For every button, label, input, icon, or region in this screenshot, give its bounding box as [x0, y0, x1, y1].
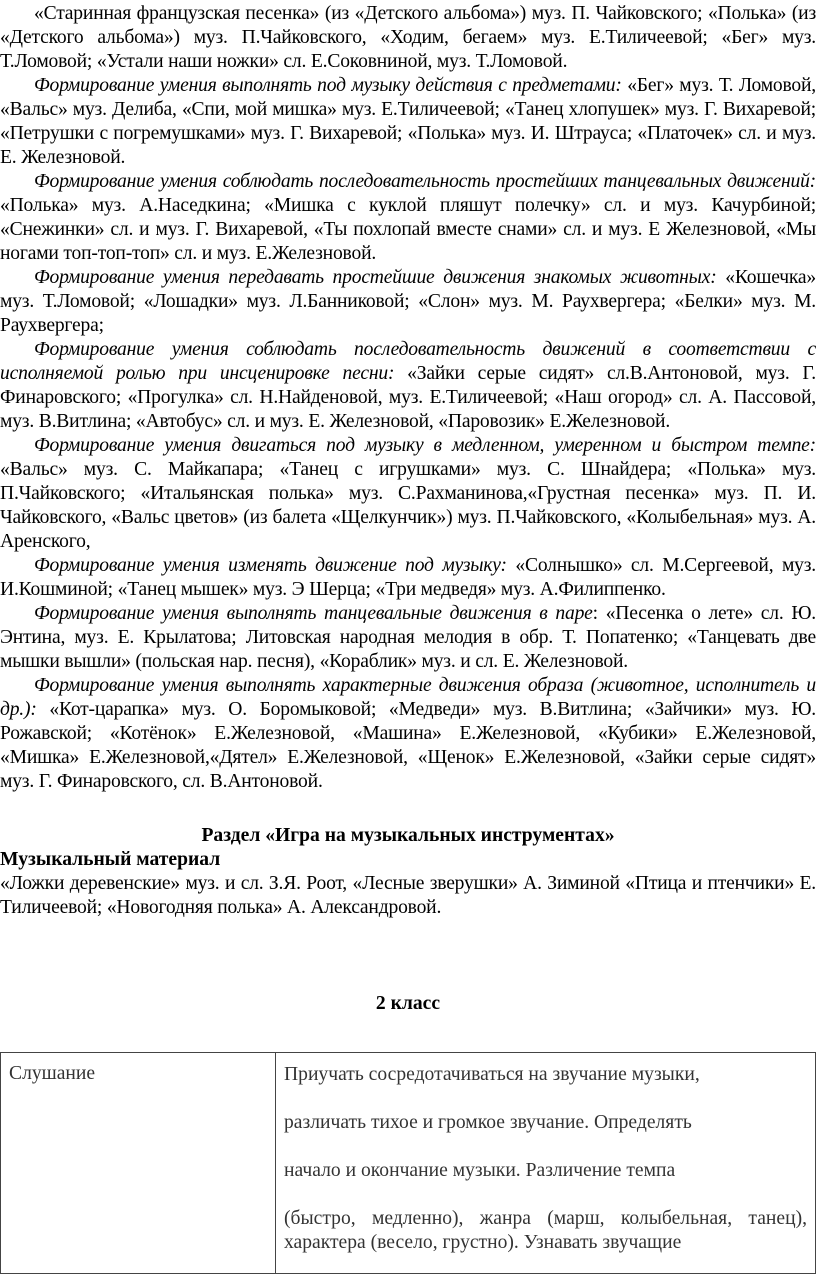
description-line: Приучать сосредотачиваться на звучание музыки, — [284, 1064, 700, 1085]
paragraph-lead: Формирование умения изменять движение под музыку: — [34, 555, 507, 576]
table-cell-description — [276, 1053, 816, 1274]
paragraph-text: : «Песенка о лете» сл. Ю. Энтина, муз. Е. Крылатова; Литовская народная мелодия в обр. Т. Попатенко; «Танцевать две мышки вышли» (польская нар. песня), «Кораблик» муз. и сл. Е. Железновой. — [0, 603, 816, 672]
paragraph-text: «Бег» муз. Т. Ломовой, «Вальс» муз. Делиба, «Спи, мой мишка» муз. Е.Тиличеевой; «Танец хлопушек» муз. Г. Вихаревой; «Петрушки с погремушками» муз. Г. Вихаревой; «Полька» муз. И. Штрауса; «Платочек» сл. и муз. Е. Железновой. — [0, 75, 816, 168]
description-line: (быстро, медленно), жанра (марш, колыбельная, танец), характера (весело, грустно). Узнавать звучащие — [284, 1208, 807, 1253]
paragraph — [0, 266, 816, 338]
description-line: начало и окончание музыки. Различение темпа — [284, 1160, 676, 1181]
paragraph-text: «Старинная французская песенка» (из «Детского альбома») муз. П. Чайковского; «Полька» (из «Детского альбома») муз. П.Чайковского, «Ходим, бегаем» муз. Е.Тиличеевой; «Бег» муз. Т.Ломовой; «Устали наши ножки» сл. Е.Соковниной, муз. Т.Ломовой. — [0, 3, 816, 72]
section-subtitle: Музыкальный материал — [0, 849, 221, 870]
paragraph — [0, 338, 816, 434]
curriculum-table — [0, 1052, 816, 1274]
paragraph-lead: Формирование умения двигаться под музыку в медленном, умеренном и быстром темпе: — [34, 435, 816, 456]
paragraph-text: «Вальс» муз. С. Майкапара; «Танец с игрушками» муз. С. Шнайдера; «Полька» муз. П.Чайковского; «Итальянская полька» муз. С.Рахманинова,«Грустная песенка» муз. П. И. Чайковского, «Вальс цветов» (из балета «Щелкунчик») муз. П.Чайковского, «Колыбельная» муз. А. Аренского, — [0, 459, 816, 552]
section-body: «Ложки деревенские» муз. и сл. З.Я. Роот, «Лесные зверушки» А. Зиминой «Птица и птенчики» Е. Тиличеевой; «Новогодняя полька» А. Александровой. — [0, 873, 816, 918]
paragraph-lead: Формирование умения передавать простейшие движения знакомых животных: — [34, 267, 717, 288]
paragraph-text: «Солнышко» сл. М.Сергеевой, муз. И.Кошминой; «Танец мышек» муз. Э Шерца; «Три медведя» муз. А.Филиппенко. — [0, 555, 816, 600]
paragraph — [0, 170, 816, 266]
paragraph — [0, 554, 816, 602]
paragraph-lead: Формирование умения соблюдать последовательность простейших танцевальных движений: — [34, 171, 816, 192]
paragraph — [0, 74, 816, 170]
paragraph-text: «Зайки серые сидят» сл.В.Антоновой, муз. Г. Финаровского; «Прогулка» сл. Н.Найденовой, муз. Е.Тиличеевой; «Наш огород» сл. А. Пассовой, муз. В.Витлина; «Автобус» сл. и муз. Е. Железновой, «Паровозик» Е.Железновой. — [0, 363, 816, 432]
paragraph — [0, 2, 816, 74]
paragraph-text: «Кошечка» муз. Т.Ломовой; «Лошадки» муз. Л.Банниковой; «Слон» муз. М. Раухвергера; «Белки» муз. М. Раухвергера; — [0, 267, 816, 336]
description-line: различать тихое и громкое звучание. Определять — [284, 1112, 692, 1133]
paragraph-lead: Формирование умения выполнять танцевальные движения в паре — [34, 603, 593, 624]
section-title: Раздел «Игра на музыкальных инструментах» — [201, 825, 615, 846]
table-cell-label: Слушание — [1, 1053, 276, 1274]
table-row — [1, 1053, 816, 1274]
paragraph-lead: Формирование умения выполнять под музыку действия с предметами: — [34, 75, 622, 96]
paragraph-lead: Формирование умения соблюдать последовательность движений в соответствии с исполняемой ролью при инсценировке песни: — [0, 339, 816, 384]
paragraph — [0, 602, 816, 674]
paragraph-lead: Формирование умения выполнять характерные движения образа (животное, исполнитель и др.): — [0, 675, 816, 720]
grade-title: 2 класс — [375, 993, 441, 1014]
paragraph-text: «Кот-царапка» муз. О. Боромыковой; «Медведи» муз. В.Витлина; «Зайчики» муз. Ю. Рожавской; «Котёнок» Е.Железновой, «Машина» Е.Железновой, «Кубики» Е.Железновой, «Мишка» Е.Железновой,«Дятел» Е.Железновой, «Щенок» Е.Железновой, «Зайки серые сидят» муз. Г. Финаровского, сл. В.Антоновой. — [0, 699, 816, 792]
document-body — [0, 2, 816, 1016]
paragraph-list — [0, 2, 816, 794]
paragraph-text: «Полька» муз. А.Наседкина; «Мишка с куклой пляшут полечку» сл. и муз. Качурбиной; «Снежинки» сл. и муз. Г. Вихаревой, «Ты похлопай вместе снами» сл. и муз. Е Железновой, «Мы ногами топ-топ-топ» сл. и муз. Е.Железновой. — [0, 195, 816, 264]
paragraph — [0, 674, 816, 794]
paragraph — [0, 434, 816, 554]
